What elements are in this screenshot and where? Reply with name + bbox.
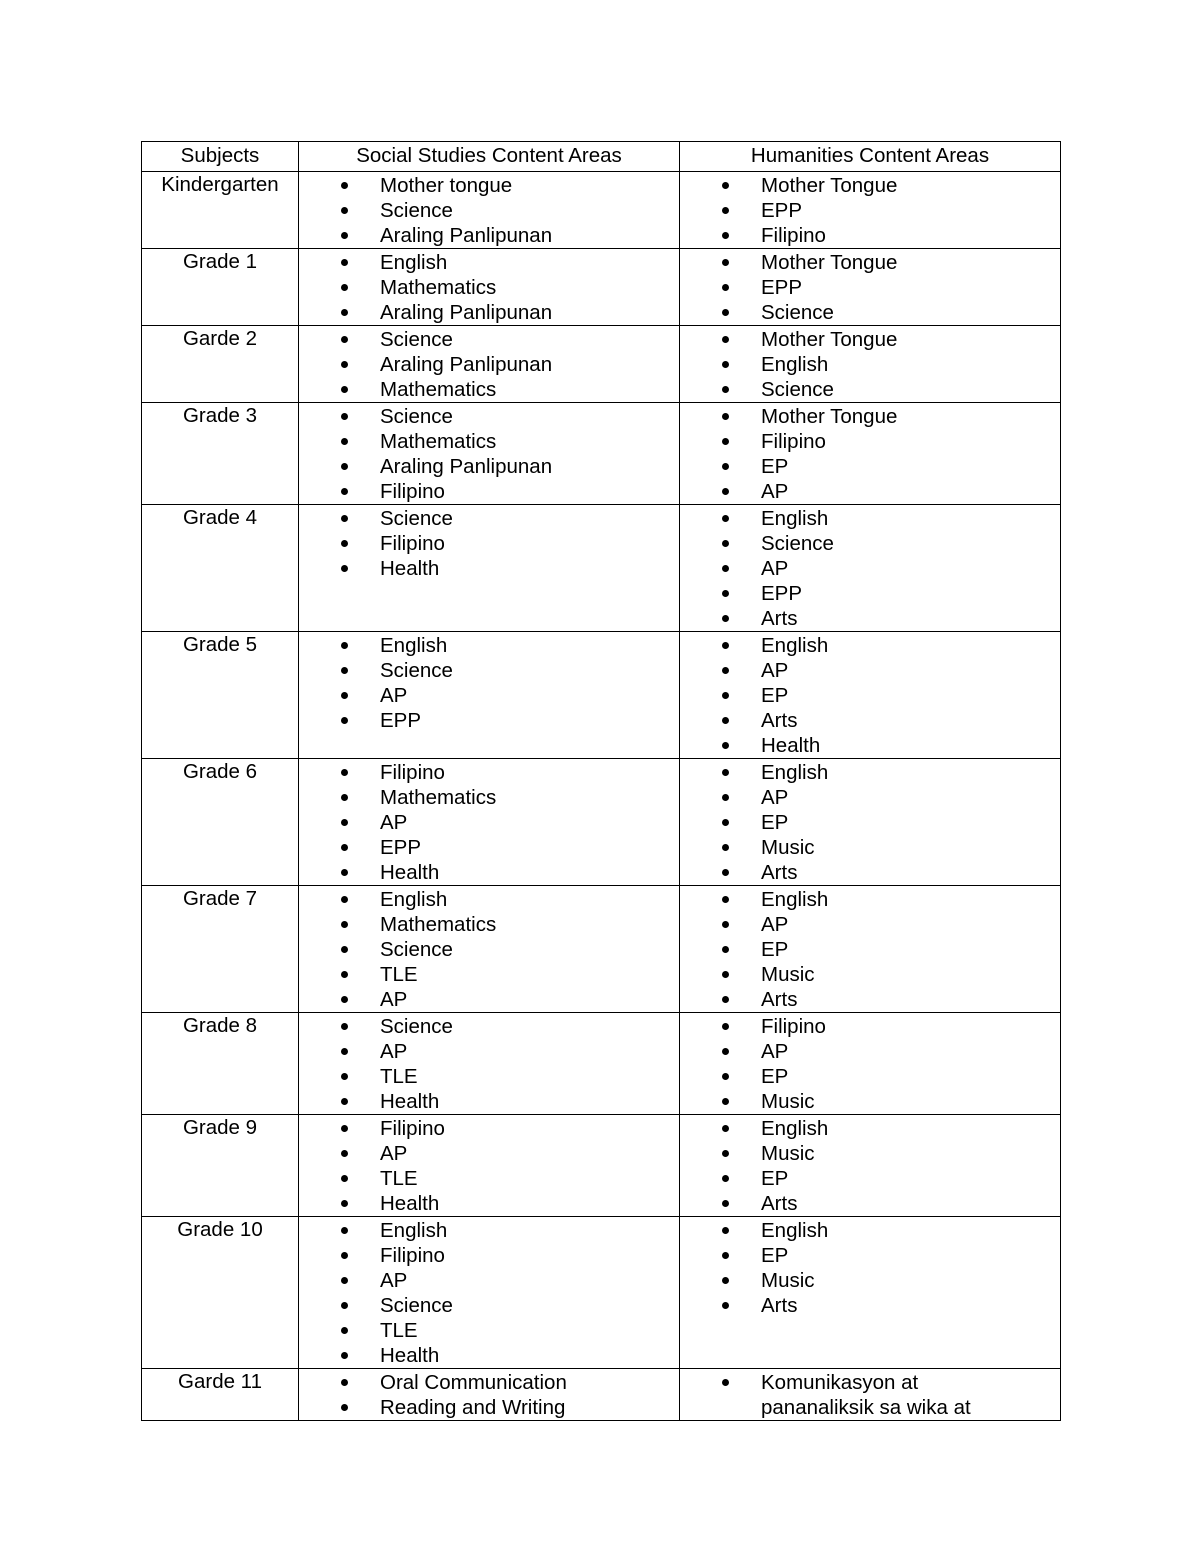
list-item: Mother Tongue bbox=[680, 250, 1060, 275]
list-item: Arts bbox=[680, 987, 1060, 1012]
list-item: EPP bbox=[680, 581, 1060, 606]
subject-cell: Grade 7 bbox=[142, 886, 299, 1013]
humanities-list bbox=[680, 505, 1060, 631]
social-studies-list bbox=[299, 172, 679, 248]
table-row bbox=[142, 759, 1061, 886]
list-item: Music bbox=[680, 835, 1060, 860]
list-item: Reading and Writing bbox=[299, 1395, 679, 1420]
humanities-cell bbox=[680, 249, 1061, 326]
list-item: Arts bbox=[680, 606, 1060, 631]
list-item: Filipino bbox=[299, 760, 679, 785]
list-item: AP bbox=[680, 912, 1060, 937]
list-item: Science bbox=[680, 300, 1060, 325]
list-item: Science bbox=[299, 198, 679, 223]
list-item: EP bbox=[680, 937, 1060, 962]
list-item: Filipino bbox=[680, 429, 1060, 454]
list-item: TLE bbox=[299, 1064, 679, 1089]
subject-cell: Grade 8 bbox=[142, 1013, 299, 1115]
list-item: Health bbox=[299, 1089, 679, 1114]
social-studies-list bbox=[299, 1013, 679, 1114]
list-item: English bbox=[299, 633, 679, 658]
list-item: English bbox=[680, 1116, 1060, 1141]
humanities-list bbox=[680, 326, 1060, 402]
list-item: Filipino bbox=[299, 531, 679, 556]
social-studies-cell bbox=[299, 249, 680, 326]
list-item: Health bbox=[299, 556, 679, 581]
list-item: EPP bbox=[299, 708, 679, 733]
list-item: Mathematics bbox=[299, 377, 679, 402]
list-item: Science bbox=[299, 404, 679, 429]
social-studies-cell bbox=[299, 632, 680, 759]
table-row bbox=[142, 505, 1061, 632]
list-item: EP bbox=[680, 1064, 1060, 1089]
subject-cell: Grade 5 bbox=[142, 632, 299, 759]
humanities-list bbox=[680, 759, 1060, 885]
social-studies-cell bbox=[299, 759, 680, 886]
table-row bbox=[142, 1217, 1061, 1369]
humanities-list bbox=[680, 1115, 1060, 1216]
list-item: EP bbox=[680, 683, 1060, 708]
list-item: Science bbox=[299, 506, 679, 531]
list-item: Komunikasyon at pananaliksik sa wika at bbox=[680, 1370, 1060, 1420]
list-item: AP bbox=[299, 1141, 679, 1166]
social-studies-cell bbox=[299, 172, 680, 249]
list-item: Music bbox=[680, 962, 1060, 987]
list-item: Filipino bbox=[299, 1116, 679, 1141]
list-item: Mother Tongue bbox=[680, 404, 1060, 429]
social-studies-list bbox=[299, 1369, 679, 1420]
list-item: Mathematics bbox=[299, 429, 679, 454]
list-item: AP bbox=[299, 810, 679, 835]
table-row bbox=[142, 172, 1061, 249]
list-item: Mathematics bbox=[299, 275, 679, 300]
social-studies-cell bbox=[299, 886, 680, 1013]
humanities-list bbox=[680, 632, 1060, 758]
list-item: Filipino bbox=[680, 223, 1060, 248]
list-item: AP bbox=[680, 556, 1060, 581]
list-item: Oral Communication bbox=[299, 1370, 679, 1395]
list-item: English bbox=[680, 633, 1060, 658]
table-row bbox=[142, 886, 1061, 1013]
list-item: Health bbox=[299, 860, 679, 885]
list-item: Mathematics bbox=[299, 785, 679, 810]
social-studies-cell bbox=[299, 1115, 680, 1217]
subject-cell: Garde 11 bbox=[142, 1369, 299, 1421]
list-item: TLE bbox=[299, 962, 679, 987]
list-item: EPP bbox=[299, 835, 679, 860]
list-item: Science bbox=[299, 937, 679, 962]
social-studies-list bbox=[299, 326, 679, 402]
social-studies-cell bbox=[299, 1013, 680, 1115]
header-humanities: Humanities Content Areas bbox=[680, 142, 1061, 172]
list-item: Filipino bbox=[299, 479, 679, 504]
list-item: English bbox=[299, 1218, 679, 1243]
table-row bbox=[142, 1115, 1061, 1217]
humanities-list bbox=[680, 249, 1060, 325]
list-item: Science bbox=[299, 658, 679, 683]
list-item: AP bbox=[680, 785, 1060, 810]
humanities-cell bbox=[680, 759, 1061, 886]
humanities-list bbox=[680, 403, 1060, 504]
social-studies-list bbox=[299, 403, 679, 504]
list-item: Mother Tongue bbox=[680, 327, 1060, 352]
header-social-studies: Social Studies Content Areas bbox=[299, 142, 680, 172]
humanities-cell bbox=[680, 632, 1061, 759]
list-item: Araling Panlipunan bbox=[299, 300, 679, 325]
humanities-list bbox=[680, 1013, 1060, 1114]
subject-cell: Kindergarten bbox=[142, 172, 299, 249]
list-item: Arts bbox=[680, 860, 1060, 885]
social-studies-list bbox=[299, 1217, 679, 1368]
social-studies-list bbox=[299, 1115, 679, 1216]
subject-cell: Grade 4 bbox=[142, 505, 299, 632]
list-item: English bbox=[680, 760, 1060, 785]
list-item: Music bbox=[680, 1141, 1060, 1166]
subject-cell: Garde 2 bbox=[142, 326, 299, 403]
list-item: AP bbox=[680, 479, 1060, 504]
list-item: Health bbox=[299, 1191, 679, 1216]
list-item: English bbox=[299, 887, 679, 912]
list-item: English bbox=[299, 250, 679, 275]
header-subjects: Subjects bbox=[142, 142, 299, 172]
table-row bbox=[142, 1369, 1061, 1421]
subject-cell: Grade 6 bbox=[142, 759, 299, 886]
humanities-list bbox=[680, 172, 1060, 248]
humanities-cell bbox=[680, 1217, 1061, 1369]
social-studies-cell bbox=[299, 505, 680, 632]
social-studies-list bbox=[299, 886, 679, 1012]
list-item: Science bbox=[299, 327, 679, 352]
list-item: Araling Panlipunan bbox=[299, 454, 679, 479]
list-item: Filipino bbox=[299, 1243, 679, 1268]
list-item: EP bbox=[680, 1243, 1060, 1268]
list-item: Mother tongue bbox=[299, 173, 679, 198]
list-item: Science bbox=[680, 377, 1060, 402]
social-studies-cell bbox=[299, 1217, 680, 1369]
subject-cell: Grade 9 bbox=[142, 1115, 299, 1217]
humanities-cell bbox=[680, 886, 1061, 1013]
list-item: Arts bbox=[680, 708, 1060, 733]
list-item: Arts bbox=[680, 1293, 1060, 1318]
list-item: Filipino bbox=[680, 1014, 1060, 1039]
humanities-list bbox=[680, 1217, 1060, 1318]
social-studies-list bbox=[299, 505, 679, 581]
list-item: Araling Panlipunan bbox=[299, 223, 679, 248]
list-item: TLE bbox=[299, 1318, 679, 1343]
list-item: English bbox=[680, 1218, 1060, 1243]
list-item: EPP bbox=[680, 275, 1060, 300]
list-item: Arts bbox=[680, 1191, 1060, 1216]
subject-cell: Grade 1 bbox=[142, 249, 299, 326]
list-item: EP bbox=[680, 454, 1060, 479]
subject-cell: Grade 3 bbox=[142, 403, 299, 505]
list-item: Health bbox=[299, 1343, 679, 1368]
humanities-cell bbox=[680, 1115, 1061, 1217]
list-item: EP bbox=[680, 810, 1060, 835]
list-item: Science bbox=[680, 531, 1060, 556]
list-item: Music bbox=[680, 1268, 1060, 1293]
subject-cell: Grade 10 bbox=[142, 1217, 299, 1369]
list-item: AP bbox=[299, 987, 679, 1012]
social-studies-cell bbox=[299, 1369, 680, 1421]
table-row bbox=[142, 249, 1061, 326]
table-body bbox=[142, 172, 1061, 1421]
social-studies-cell bbox=[299, 326, 680, 403]
list-item: Science bbox=[299, 1014, 679, 1039]
table-row bbox=[142, 1013, 1061, 1115]
humanities-cell bbox=[680, 505, 1061, 632]
humanities-list bbox=[680, 1369, 1060, 1420]
list-item: Health bbox=[680, 733, 1060, 758]
social-studies-list bbox=[299, 632, 679, 733]
list-item: English bbox=[680, 506, 1060, 531]
social-studies-list bbox=[299, 759, 679, 885]
humanities-cell bbox=[680, 172, 1061, 249]
list-item: AP bbox=[299, 1039, 679, 1064]
humanities-cell bbox=[680, 403, 1061, 505]
list-item: TLE bbox=[299, 1166, 679, 1191]
table-header bbox=[142, 142, 1061, 172]
list-item: Music bbox=[680, 1089, 1060, 1114]
table-row bbox=[142, 403, 1061, 505]
list-item: Science bbox=[299, 1293, 679, 1318]
humanities-cell bbox=[680, 1013, 1061, 1115]
social-studies-list bbox=[299, 249, 679, 325]
table-row bbox=[142, 326, 1061, 403]
list-item: EPP bbox=[680, 198, 1060, 223]
table-row bbox=[142, 632, 1061, 759]
list-item: AP bbox=[680, 658, 1060, 683]
list-item: English bbox=[680, 352, 1060, 377]
humanities-cell bbox=[680, 1369, 1061, 1421]
curriculum-table bbox=[141, 141, 1061, 1421]
list-item: AP bbox=[680, 1039, 1060, 1064]
humanities-list bbox=[680, 886, 1060, 1012]
header-row bbox=[142, 142, 1061, 172]
list-item: AP bbox=[299, 1268, 679, 1293]
list-item: EP bbox=[680, 1166, 1060, 1191]
list-item: Mathematics bbox=[299, 912, 679, 937]
list-item: English bbox=[680, 887, 1060, 912]
list-item: Araling Panlipunan bbox=[299, 352, 679, 377]
list-item: AP bbox=[299, 683, 679, 708]
list-item: Mother Tongue bbox=[680, 173, 1060, 198]
social-studies-cell bbox=[299, 403, 680, 505]
humanities-cell bbox=[680, 326, 1061, 403]
